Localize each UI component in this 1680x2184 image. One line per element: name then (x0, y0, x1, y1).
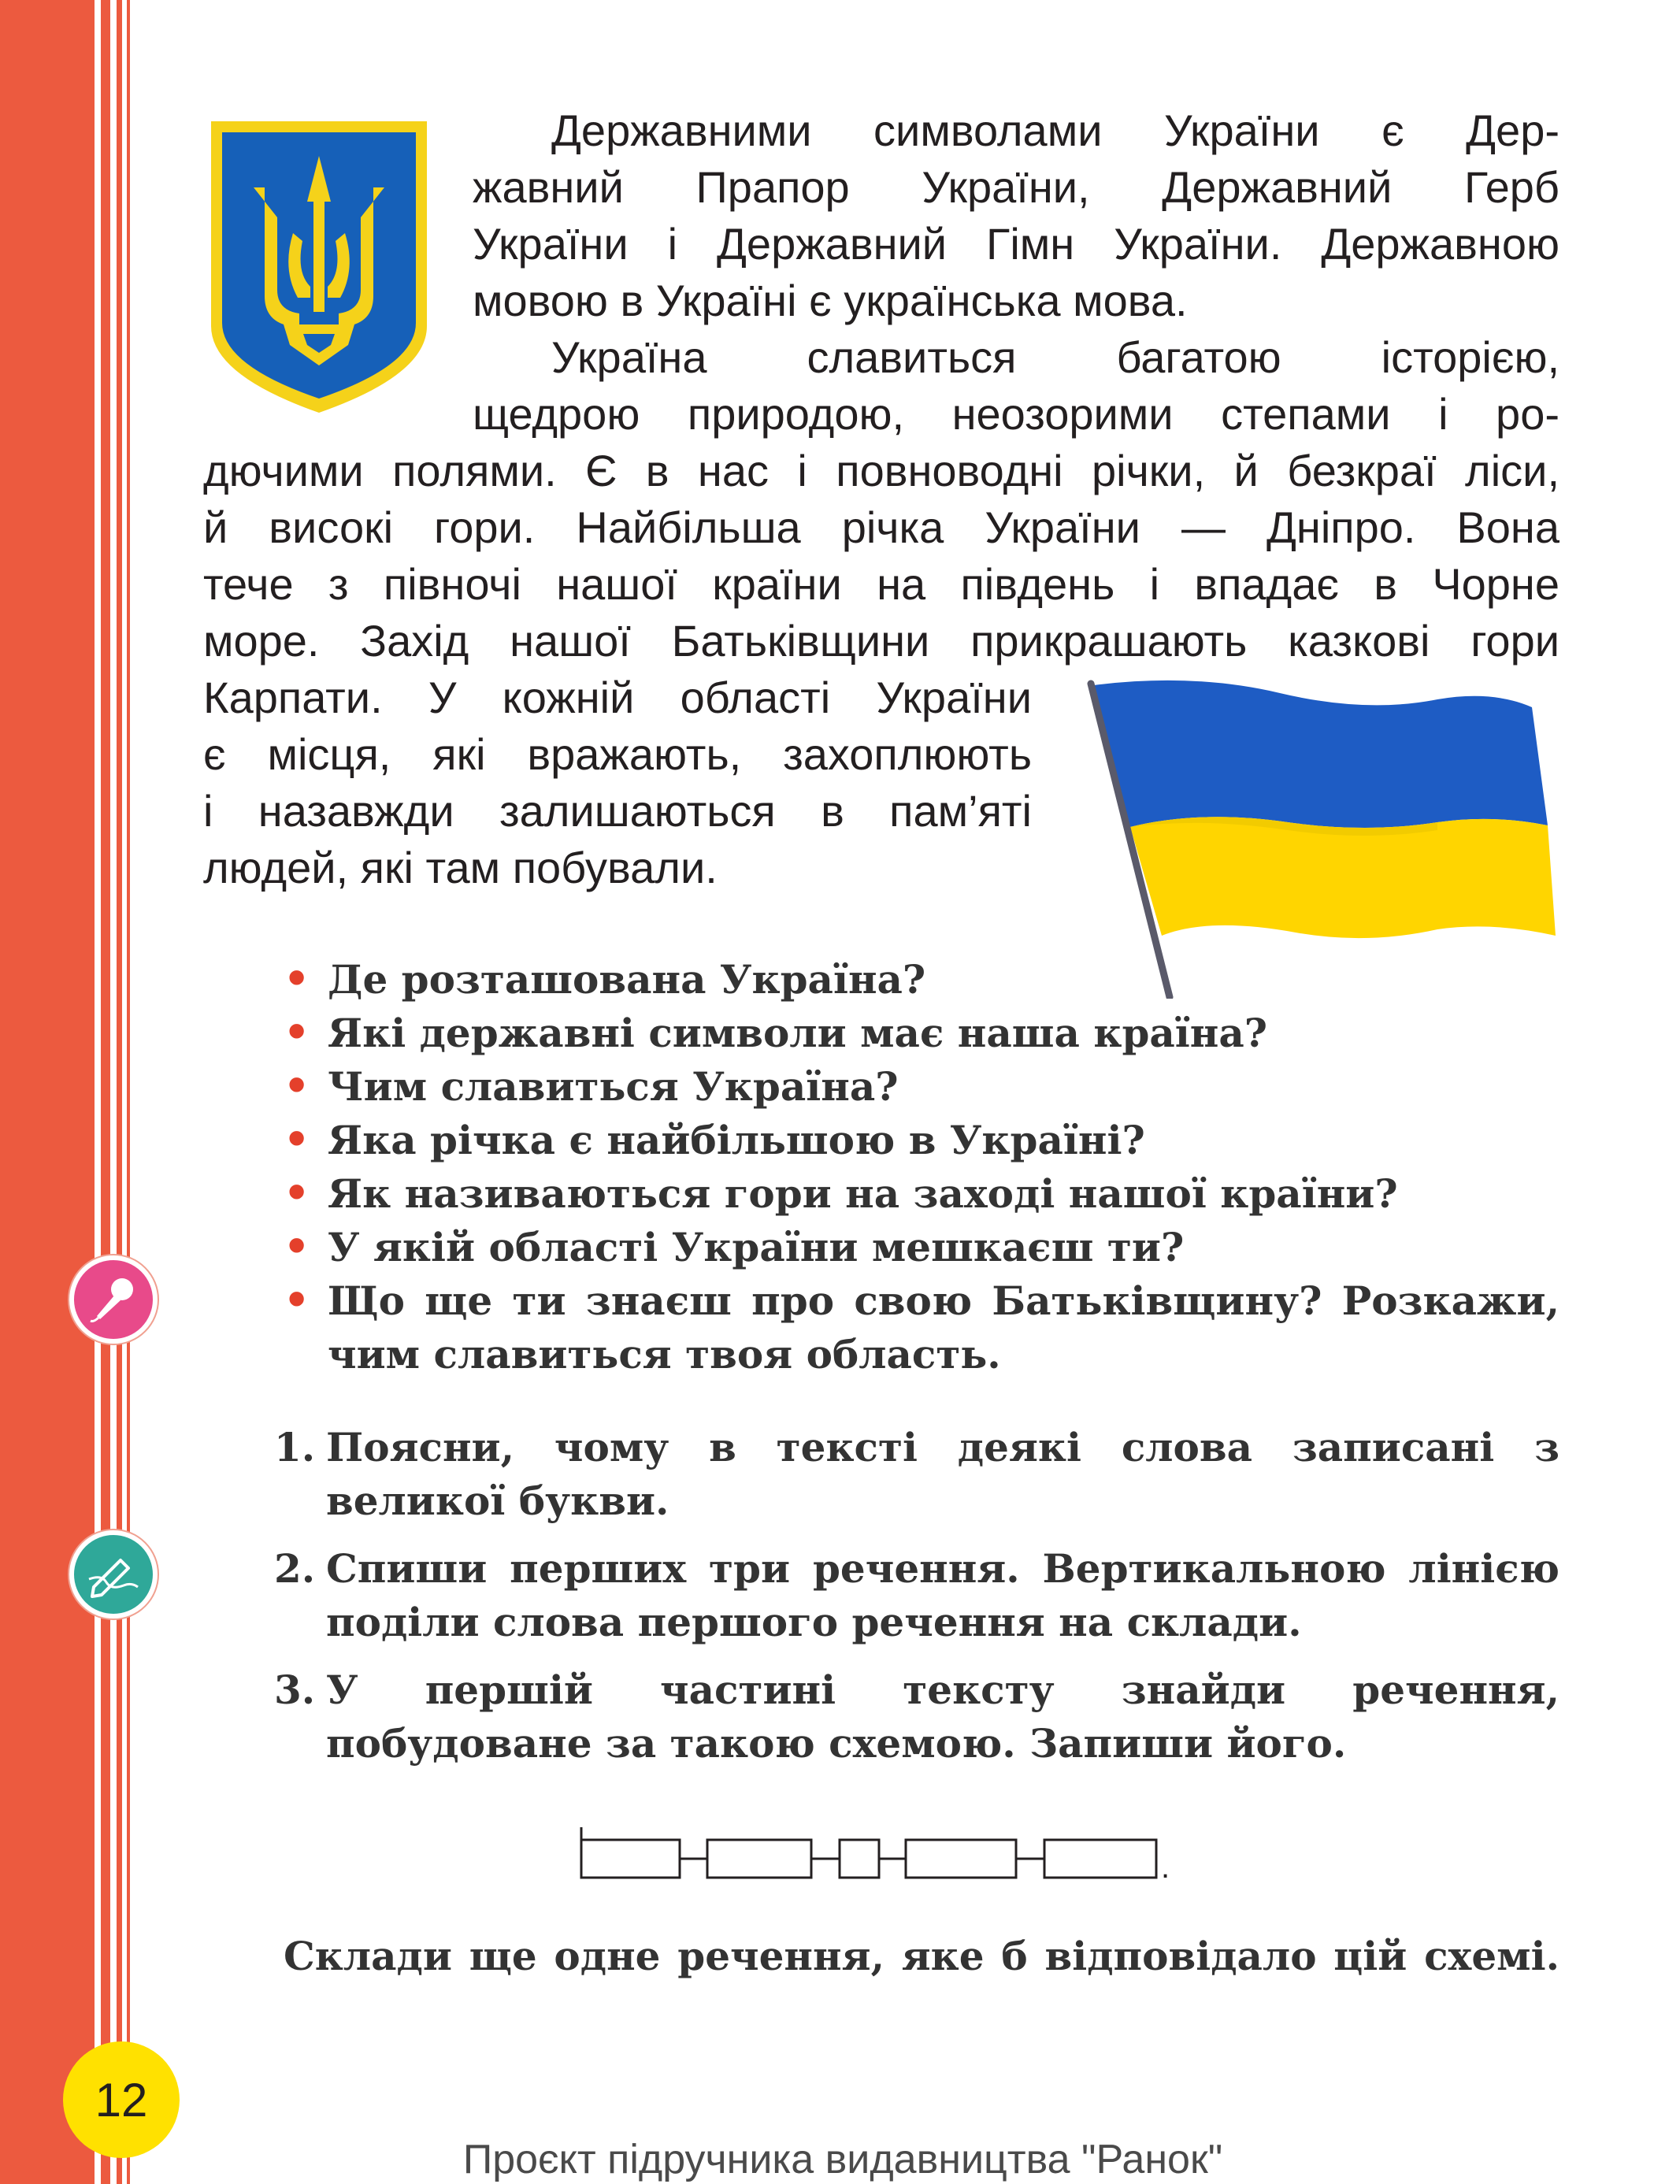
task-item (274, 1421, 1559, 1528)
paragraph-line: тече з півночі нашої країни на південь і впадає в Чорне (203, 559, 1559, 609)
list-item: • У якій області України мешкаєш ти? (284, 1221, 1559, 1274)
margin-stripe (117, 0, 122, 2184)
paragraph-line: й високі гори. Найбільша річка України — Дніпро. Вона (203, 502, 1559, 552)
bullet: • (284, 1116, 310, 1164)
list-item: • Чим славиться Україна? (284, 1060, 1559, 1114)
paragraph-line: і назавжди залишаються в пам’яті (203, 786, 1032, 836)
bullet: • (284, 1009, 310, 1057)
task-item (274, 1663, 1559, 1771)
paragraph-line: людей, які там побували. (203, 843, 718, 892)
microphone-icon (69, 1255, 158, 1344)
margin-stripe (101, 0, 110, 2184)
sentence-scheme (573, 1821, 1266, 1884)
coat-of-arms-icon (205, 115, 433, 418)
flag-icon (1083, 676, 1556, 999)
paragraph-line: Державними символами України є Дер- (551, 106, 1559, 155)
margin-stripe (127, 0, 130, 2184)
discussion-questions (284, 953, 1559, 1381)
list-item: • Як називаються гори на заході нашої країни? (284, 1167, 1559, 1221)
paragraph-line: мовою в Україні є українська мова. (473, 276, 1188, 325)
left-margin-band (0, 0, 95, 2184)
task-text: Поясни, чому в тексті деякі слова записані з великої букви. (326, 1424, 1559, 1524)
paragraph-line: дючими полями. Є в нас і повноводні річки, й безкраї ліси, (203, 446, 1559, 495)
paragraph-line: жавний Прапор України, Державний Герб (473, 162, 1559, 212)
paragraph-line: Україна славиться багатою історією, (551, 332, 1559, 382)
task-number: 1. (274, 1424, 316, 1470)
page-number: 12 (63, 2041, 180, 2158)
task-item (274, 1542, 1559, 1649)
bullet: • (284, 1223, 310, 1271)
task-number: 2. (274, 1545, 316, 1592)
paragraph-line: є місця, які вражають, захоплюють (203, 729, 1032, 779)
list-item: • Яка річка є найбільшою в Україні? (284, 1114, 1559, 1167)
paragraph-line: щедрою природою, неозорими степами і ро- (473, 389, 1559, 439)
writing-tasks (274, 1421, 1559, 1771)
task-number: 3. (274, 1667, 316, 1713)
pen-writing-icon (69, 1530, 158, 1619)
list-item: • Де розташована Україна? (284, 953, 1559, 1007)
bullet: • (284, 1170, 310, 1218)
task-text: У першій частині тексту знайди речення, побудоване за такою схемою. Запиши його. (326, 1667, 1559, 1767)
bullet: • (284, 955, 310, 1003)
footer-note: Проєкт підручника видавництва "Ранок" (462, 2137, 1223, 2182)
paragraph-line: України і Державний Гімн України. Державною (473, 219, 1559, 269)
paragraph-line: море. Захід нашої Батьківщини прикрашають казкові гори (203, 616, 1559, 666)
scheme-end-mark: . (1161, 1850, 1170, 1884)
bullet: • (284, 1062, 310, 1111)
extra-task: Склади ще одне речення, яке б відповідало цій схемі. (284, 1933, 1559, 1979)
paragraph-line: Карпати. У кожній області України (203, 673, 1032, 722)
task-text: Спиши перших три речення. Вертикальною лінією поділи слова першого речення на склади. (326, 1545, 1559, 1645)
list-item: • Що ще ти знаєш про свою Батьківщину? Розкажи, чим славиться твоя область. (284, 1274, 1559, 1381)
bullet: • (284, 1277, 310, 1325)
list-item: • Які державні символи має наша країна? (284, 1007, 1559, 1060)
